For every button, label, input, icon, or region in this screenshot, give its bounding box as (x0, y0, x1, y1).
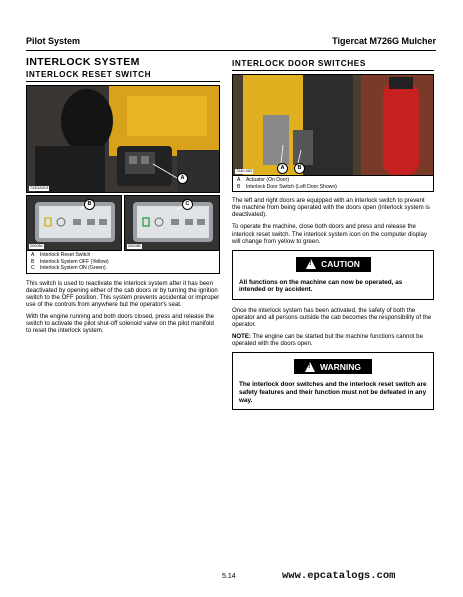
display-on-photo (124, 195, 220, 251)
figure-number: 7240-063 (236, 169, 253, 173)
warning-badge: ! WARNING (294, 359, 372, 374)
page-header (26, 36, 436, 46)
legend-item: C Interlock System ON (Green) (31, 265, 106, 272)
door-switch-paragraph-2: To operate the machine, close both doors and press and release the interlock reset switch. The interlock system icon on the computer display will change from yellow to green. (232, 223, 427, 245)
warning-triangle-icon (306, 259, 316, 269)
caution-box (232, 250, 434, 300)
display-off-photo (26, 195, 122, 251)
door-switch-paragraph-1: The left and right doors are equipped with an interlock switch to prevent the machine from being operated with the doors open (interlock system is deactivated). (232, 197, 430, 219)
legend-item: A Actuator (On Door) (237, 177, 290, 183)
left-figure-legend (26, 251, 220, 274)
door-switch-photo (232, 74, 434, 176)
legend-item: B Interlock System OFF (Yellow) (31, 258, 109, 265)
warning-text: The interlock door switches and the interlock reset switch are safety features and their function must not be defeated in any way. (239, 381, 427, 404)
callout-a: A (277, 163, 288, 174)
callout-c: C (182, 199, 193, 210)
callout-a: A (177, 173, 188, 184)
door-switch-paragraph-3: Once the interlock system has been activated, the safety of both the operator and all persons outside the cab becomes the responsibility of the operator. (232, 306, 432, 329)
footer-url: www.epcatalogs.com (282, 570, 396, 582)
callout-b: B (294, 163, 305, 174)
figure-number: 724GA019 (30, 186, 49, 190)
caution-badge: ! CAUTION (296, 257, 371, 272)
figure-number-2: 200084 (30, 244, 43, 248)
reset-switch-paragraph-2: With the engine running and both doors closed, press and release the switch to activate the pilot shut-off solenoid valve on the pilot manifold to reset the interlock system. (26, 313, 215, 335)
reset-switch-paragraph-1: This switch is used to reactivate the interlock system after it has been deactivated by opening either of the cab doors or by turning the ignition switch to the OFF position. This system prevents accidental or improper use of the controls from anywhere but the operator's seat. (26, 279, 220, 309)
note-paragraph: NOTE: The engine can be started but the machine functions cannot be operated with the doors open. (232, 333, 423, 348)
legend-item: B Interlock Door Switch (Left Door Shown) (237, 183, 337, 190)
manual-title: Tigercat M726G Mulcher (332, 36, 436, 46)
legend-item: A Interlock Reset Switch (31, 252, 91, 258)
section-title: Pilot System (26, 36, 81, 46)
right-column (232, 54, 434, 417)
header-rule (26, 50, 436, 51)
caution-text: All functions on the machine can now be operated, as intended or by accident. (239, 278, 403, 294)
door-switches-heading: INTERLOCK DOOR SWITCHES (232, 59, 434, 71)
reset-switch-photo (26, 85, 220, 193)
main-heading: INTERLOCK SYSTEM (26, 56, 140, 68)
figure-number-3: 200085 (128, 244, 141, 248)
warning-box (232, 352, 434, 410)
reset-switch-heading: INTERLOCK RESET SWITCH (26, 70, 220, 82)
left-column (26, 54, 220, 339)
page-number: 5.14 (222, 573, 236, 580)
right-figure-legend (232, 176, 434, 192)
warning-triangle-icon (305, 362, 315, 372)
callout-b: B (84, 199, 95, 210)
